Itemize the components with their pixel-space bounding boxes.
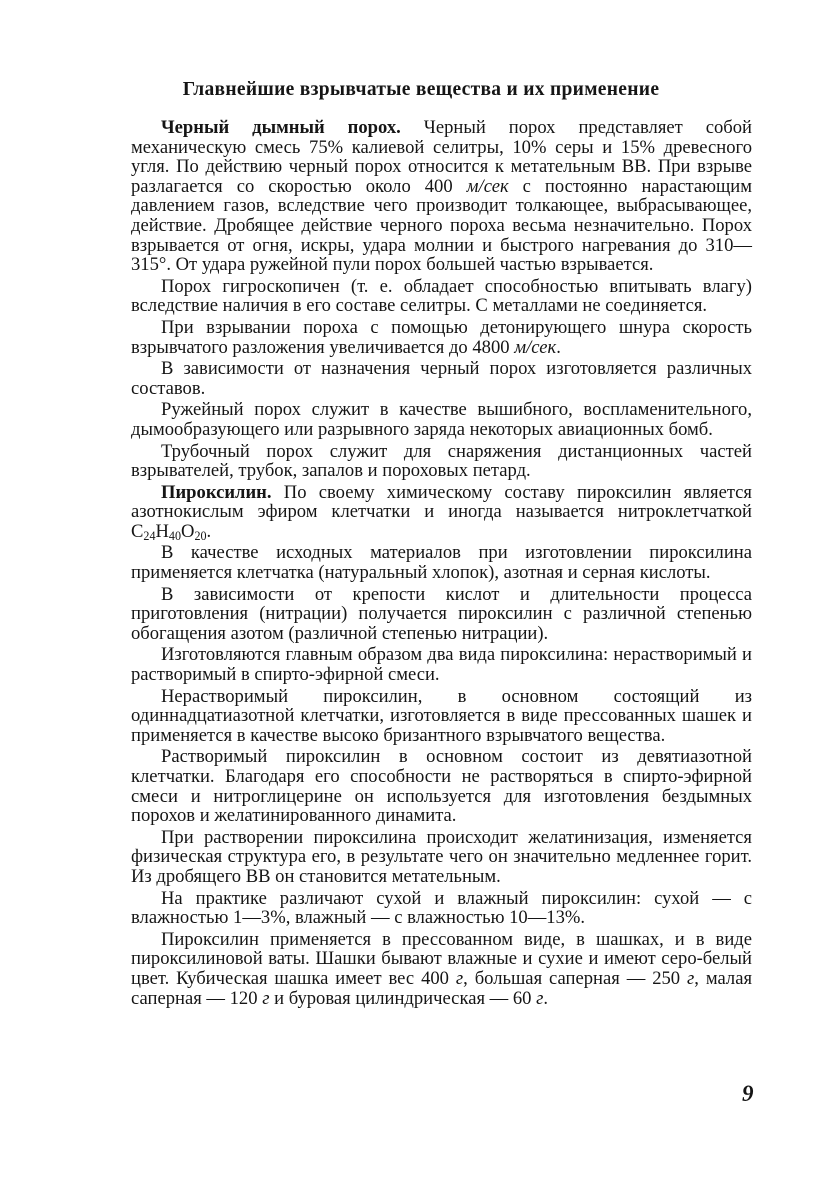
paragraph (131, 645, 752, 684)
paragraph-text: Изготовляются главным образом два вида пироксилина: нерастворимый и растворимый в спирто-эфирной смеси. (131, 644, 752, 686)
page-title: Главнейшие взрывчатые вещества и их применение (182, 79, 660, 100)
paragraph-term: Черный дымный порох. (161, 117, 401, 138)
paragraph (131, 747, 752, 825)
paragraph (131, 277, 752, 316)
paragraph-text: При растворении пироксилина происходит желатинизация, изменяется физическая структура его, в результате чего он значительно медленнее горит. Из дробящего ВВ он становится метательным. (131, 826, 752, 887)
paragraph-text: В качестве исходных материалов при изготовлении пироксилина применяется клетчатка (натуральный хлопок), азотная и серная кислоты. (131, 542, 752, 584)
paragraph-text: Ружейный порох служит в качестве вышибного, воспламенительного, дымообразующего или разрывного заряда некоторых авиационных бомб. (131, 399, 752, 440)
paragraph (131, 543, 752, 582)
paragraph (131, 442, 752, 481)
paragraph-text: В зависимости от назначения черный порох изготовляется различных составов. (131, 358, 752, 399)
paragraph (131, 687, 752, 746)
paragraph (131, 889, 752, 928)
paragraph-text: Черный порох представляет собой механическую смесь 75% калиевой селитры, 10% серы и 15% древесного угля. По действию черный порох относится к метательным ВВ. При взрыве разлагается со скоростью около 400 м/сек с постоянно нарастающим давлением газов, вследствие чего производит толкающее, выбрасывающее, действие. Дробящее действие черного пороха весьма незначительно. Порох взрывается от огня, искры, удара молнии и быстрого нагревания до 310—315°. От удара ружейной пули порох большей частью взрывается. (131, 117, 753, 276)
paragraph-text: Растворимый пироксилин в основном состоит из девятиазотной клетчатки. Благодаря его способности не растворяться в спирто-эфирной смеси и нитроглицерине он используется для изготовления бездымных порохов и желатинированного динамита. (131, 746, 752, 827)
paragraph-text: В зависимости от крепости кислот и длительности процесса приготовления (нитрации) получается пироксилин с различной степенью обогащения азотом (различной степенью нитрации). (131, 583, 752, 644)
paragraph-text: Нерастворимый пироксилин, в основном состоящий из одиннадцатиазотной клетчатки, изготовляется в виде прессованных шашек и применяется в качестве высоко бризантного взрывчатого вещества. (131, 685, 752, 746)
document-body (131, 118, 752, 1010)
paragraph (131, 400, 752, 439)
paragraph (131, 359, 752, 398)
paragraph-text: Трубочный порох служит для снаряжения дистанционных частей взрывателей, трубок, запалов и пороховых петард. (131, 440, 752, 482)
paragraph (131, 483, 752, 542)
paragraph (131, 930, 752, 1008)
paragraph (131, 585, 752, 644)
paragraph-text: Порох гигроскопичен (т. е. обладает способностью впитывать влагу) вследствие наличия в его составе селитры. С металлами не соединяется. (131, 275, 752, 317)
paragraph-text: Пироксилин применяется в прессованном виде, в шашках, и в виде пироксилиновой ваты. Шашки бывают влажные и сухие и имеют серо-белый цвет. Кубическая шашка имеет вес 400 г, большая саперная — 250 г, малая саперная — 120 г и буровая цилиндрическая — 60 г. (131, 928, 753, 1009)
paragraph (131, 118, 752, 275)
paragraph (131, 318, 752, 357)
paragraph-text: При взрывании пороха с помощью детонирующего шнура скорость взрывчатого разложения увеличивается до 4800 м/сек. (131, 316, 752, 358)
paragraph (131, 828, 752, 887)
page-number: 9 (742, 1081, 754, 1106)
paragraph-text: На практике различают сухой и влажный пироксилин: сухой — с влажностью 1—3%, влажный — с влажностью 10—13%. (131, 887, 752, 929)
paragraph-term: Пироксилин. (161, 481, 272, 503)
paragraph-text: По своему химическому составу пироксилин является азотнокислым эфиром клетчатки и иногда называется нитроклетчаткой $C_{24}H_{40}O_{20}$. (131, 481, 752, 543)
